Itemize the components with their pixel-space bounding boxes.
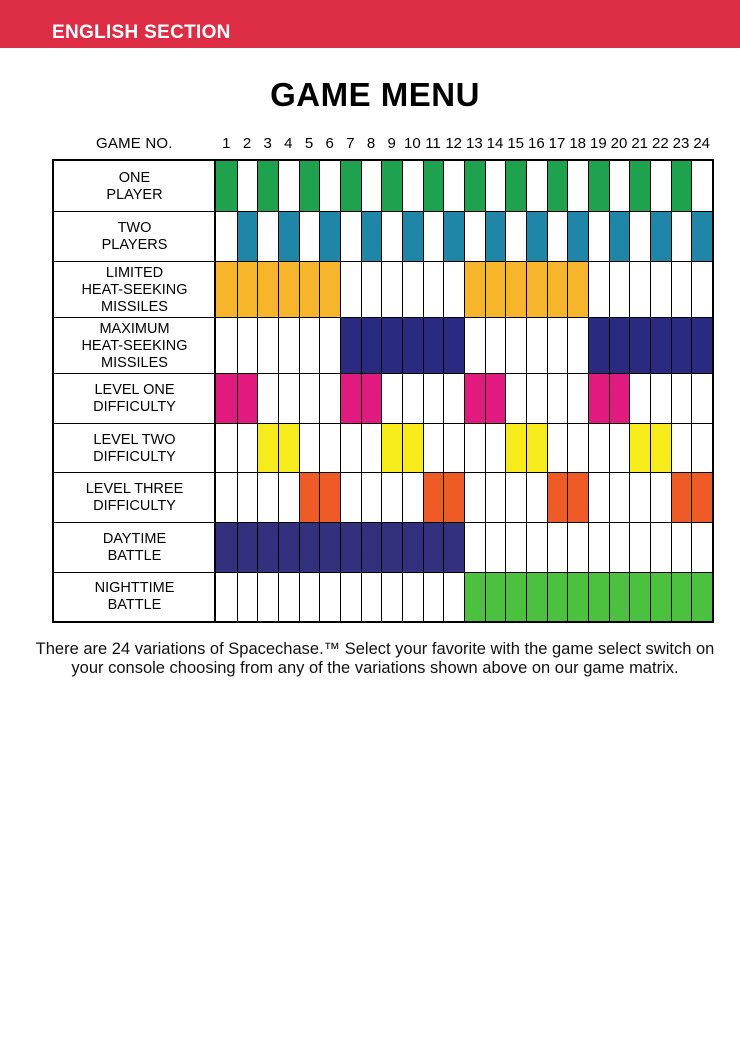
game-number: 21: [631, 135, 648, 152]
matrix-cell-filled: [381, 318, 402, 374]
row-divider: [54, 211, 712, 212]
matrix-cell-filled: [567, 573, 588, 621]
matrix-cell-filled: [588, 318, 609, 374]
matrix-cell-filled: [567, 262, 588, 318]
matrix-cell-filled: [588, 161, 609, 212]
game-number: 11: [425, 135, 441, 152]
matrix-caption: There are 24 variations of Spacechase.™ Select your favorite with the game select switch on your console choosing from any of the variations shown above on our game matrix.: [35, 640, 715, 677]
matrix-cell-filled: [485, 573, 506, 621]
matrix-cell-filled: [319, 262, 340, 318]
row-label: ONE PLAYER: [106, 169, 163, 203]
matrix-cell-filled: [340, 374, 361, 424]
matrix-cell-filled: [216, 161, 237, 212]
matrix-cell-filled: [485, 262, 506, 318]
column-divider: [423, 161, 424, 621]
matrix-cell-filled: [671, 161, 692, 212]
matrix-cell-filled: [278, 212, 299, 262]
matrix-cell-filled: [464, 374, 485, 424]
matrix-cell-filled: [340, 161, 361, 212]
row-label: DAYTIME BATTLE: [102, 531, 167, 564]
matrix-cell-filled: [319, 473, 340, 523]
matrix-cell-filled: [381, 424, 402, 473]
matrix-cell-filled: [629, 318, 650, 374]
column-divider: [505, 161, 506, 621]
matrix-cell-filled: [423, 523, 444, 573]
row-label: MAXIMUM HEAT-SEEKING MISSILES: [81, 320, 188, 371]
column-divider: [526, 161, 527, 621]
column-divider: [361, 161, 362, 621]
row-divider: [54, 522, 712, 523]
game-number: 6: [325, 135, 334, 152]
matrix-cell-filled: [609, 212, 630, 262]
matrix-cell-filled: [257, 161, 278, 212]
matrix-cell-filled: [237, 262, 258, 318]
matrix-cell-filled: [443, 523, 464, 573]
matrix-cell-filled: [257, 424, 278, 473]
matrix-cell-filled: [526, 262, 547, 318]
matrix-cell-filled: [629, 161, 650, 212]
row-label: TWO PLAYERS: [101, 220, 168, 253]
game-number: 23: [672, 135, 690, 152]
matrix-cell-filled: [216, 374, 237, 424]
column-divider: [299, 161, 300, 621]
column-divider: [319, 161, 320, 621]
column-divider: [547, 161, 548, 621]
matrix-cell-filled: [237, 212, 258, 262]
column-divider: [381, 161, 382, 621]
matrix-cell-filled: [278, 424, 299, 473]
game-number: 8: [366, 135, 376, 152]
row-label: LEVEL THREE DIFFICULTY: [85, 481, 184, 514]
matrix-cell-filled: [526, 573, 547, 621]
matrix-cell-filled: [691, 573, 712, 621]
column-divider: [443, 161, 444, 621]
column-divider: [278, 161, 279, 621]
matrix-cell-filled: [443, 212, 464, 262]
game-no-label: GAME NO.: [96, 135, 173, 152]
matrix-cell-filled: [381, 523, 402, 573]
game-number: 15: [507, 135, 524, 152]
matrix-cell-filled: [671, 573, 692, 621]
matrix-cell-filled: [423, 473, 444, 523]
column-divider: [671, 161, 672, 621]
game-number: 7: [346, 135, 355, 152]
matrix-cell-filled: [361, 523, 382, 573]
section-label: ENGLISH SECTION: [52, 22, 231, 43]
matrix-cell-filled: [629, 424, 650, 473]
matrix-cell-filled: [237, 523, 258, 573]
matrix-cell-filled: [299, 262, 320, 318]
game-number: 1: [222, 135, 231, 152]
game-number: 2: [242, 135, 252, 152]
game-number: 9: [387, 135, 396, 152]
matrix-cell-filled: [443, 318, 464, 374]
matrix-cell-filled: [299, 473, 320, 523]
page-title: GAME MENU: [270, 76, 480, 113]
game-matrix: [52, 159, 714, 623]
matrix-cell-filled: [216, 262, 237, 318]
matrix-cell-filled: [340, 318, 361, 374]
matrix-cell-filled: [402, 212, 423, 262]
matrix-cell-filled: [423, 318, 444, 374]
row-label: NIGHTTIME BATTLE: [94, 580, 175, 613]
matrix-cell-filled: [402, 424, 423, 473]
column-divider: [609, 161, 610, 621]
matrix-cell-filled: [609, 573, 630, 621]
matrix-cell-filled: [547, 262, 568, 318]
column-divider: [567, 161, 568, 621]
matrix-cell-filled: [650, 573, 671, 621]
column-divider: [402, 161, 403, 621]
matrix-cell-filled: [464, 262, 485, 318]
matrix-cell-filled: [567, 473, 588, 523]
matrix-cell-filled: [278, 523, 299, 573]
matrix-cell-filled: [629, 573, 650, 621]
matrix-cell-filled: [423, 161, 444, 212]
matrix-cell-filled: [257, 523, 278, 573]
column-divider: [650, 161, 651, 621]
matrix-cell-filled: [526, 424, 547, 473]
matrix-cell-filled: [567, 212, 588, 262]
matrix-cell-filled: [588, 573, 609, 621]
row-divider: [54, 261, 712, 262]
row-divider: [54, 423, 712, 424]
game-number: 17: [548, 135, 566, 152]
column-divider: [237, 161, 238, 621]
matrix-cell-filled: [505, 262, 526, 318]
matrix-cell-filled: [257, 262, 278, 318]
matrix-cell-filled: [650, 424, 671, 473]
game-number: 19: [589, 135, 607, 152]
column-divider: [340, 161, 341, 621]
matrix-cell-filled: [278, 262, 299, 318]
matrix-cell-filled: [299, 161, 320, 212]
matrix-cell-filled: [381, 161, 402, 212]
row-divider: [54, 572, 712, 573]
matrix-cell-filled: [361, 212, 382, 262]
game-number: 3: [263, 135, 272, 152]
game-number: 13: [465, 135, 483, 152]
matrix-cell-filled: [485, 374, 506, 424]
matrix-cell-filled: [216, 523, 237, 573]
game-number: 14: [486, 135, 504, 152]
row-label: LEVEL TWO DIFFICULTY: [93, 431, 176, 465]
column-divider: [691, 161, 692, 621]
matrix-cell-filled: [547, 473, 568, 523]
game-number: 18: [569, 135, 586, 152]
matrix-cell-filled: [671, 473, 692, 523]
column-divider: [588, 161, 589, 621]
matrix-cell-filled: [485, 212, 506, 262]
matrix-cell-filled: [691, 473, 712, 523]
matrix-cell-filled: [671, 318, 692, 374]
matrix-cell-filled: [547, 573, 568, 621]
matrix-cell-filled: [588, 374, 609, 424]
game-number: 20: [610, 135, 628, 152]
matrix-cell-filled: [505, 161, 526, 212]
game-number: 24: [693, 135, 710, 152]
game-number: 10: [403, 135, 421, 152]
matrix-cell-filled: [299, 523, 320, 573]
matrix-cell-filled: [464, 573, 485, 621]
matrix-cell-filled: [505, 573, 526, 621]
matrix-cell-filled: [402, 523, 423, 573]
matrix-cell-filled: [526, 212, 547, 262]
row-label: LIMITED HEAT-SEEKING MISSILES: [81, 264, 188, 315]
section-banner: [0, 0, 740, 48]
matrix-cell-filled: [443, 473, 464, 523]
matrix-cell-filled: [691, 212, 712, 262]
matrix-cell-filled: [402, 318, 423, 374]
matrix-cell-filled: [650, 212, 671, 262]
row-divider: [54, 472, 712, 473]
column-divider: [464, 161, 465, 621]
matrix-cell-filled: [609, 374, 630, 424]
matrix-cell-filled: [609, 318, 630, 374]
matrix-cell-filled: [319, 212, 340, 262]
matrix-cell-filled: [237, 374, 258, 424]
matrix-cell-filled: [319, 523, 340, 573]
matrix-cell-filled: [464, 161, 485, 212]
matrix-cell-filled: [340, 523, 361, 573]
game-number: 22: [651, 135, 669, 152]
matrix-cell-filled: [505, 424, 526, 473]
game-number: 12: [445, 135, 462, 152]
row-label: LEVEL ONE DIFFICULTY: [93, 382, 176, 415]
column-divider: [629, 161, 630, 621]
label-column-divider: [214, 161, 216, 621]
row-divider: [54, 373, 712, 374]
game-number: 4: [284, 135, 293, 152]
matrix-cell-filled: [691, 318, 712, 374]
matrix-cell-filled: [650, 318, 671, 374]
row-divider: [54, 317, 712, 318]
matrix-cell-filled: [547, 161, 568, 212]
column-divider: [485, 161, 486, 621]
game-number: 16: [527, 135, 545, 152]
game-number: 5: [304, 135, 314, 152]
column-divider: [257, 161, 258, 621]
matrix-cell-filled: [361, 318, 382, 374]
matrix-cell-filled: [361, 374, 382, 424]
